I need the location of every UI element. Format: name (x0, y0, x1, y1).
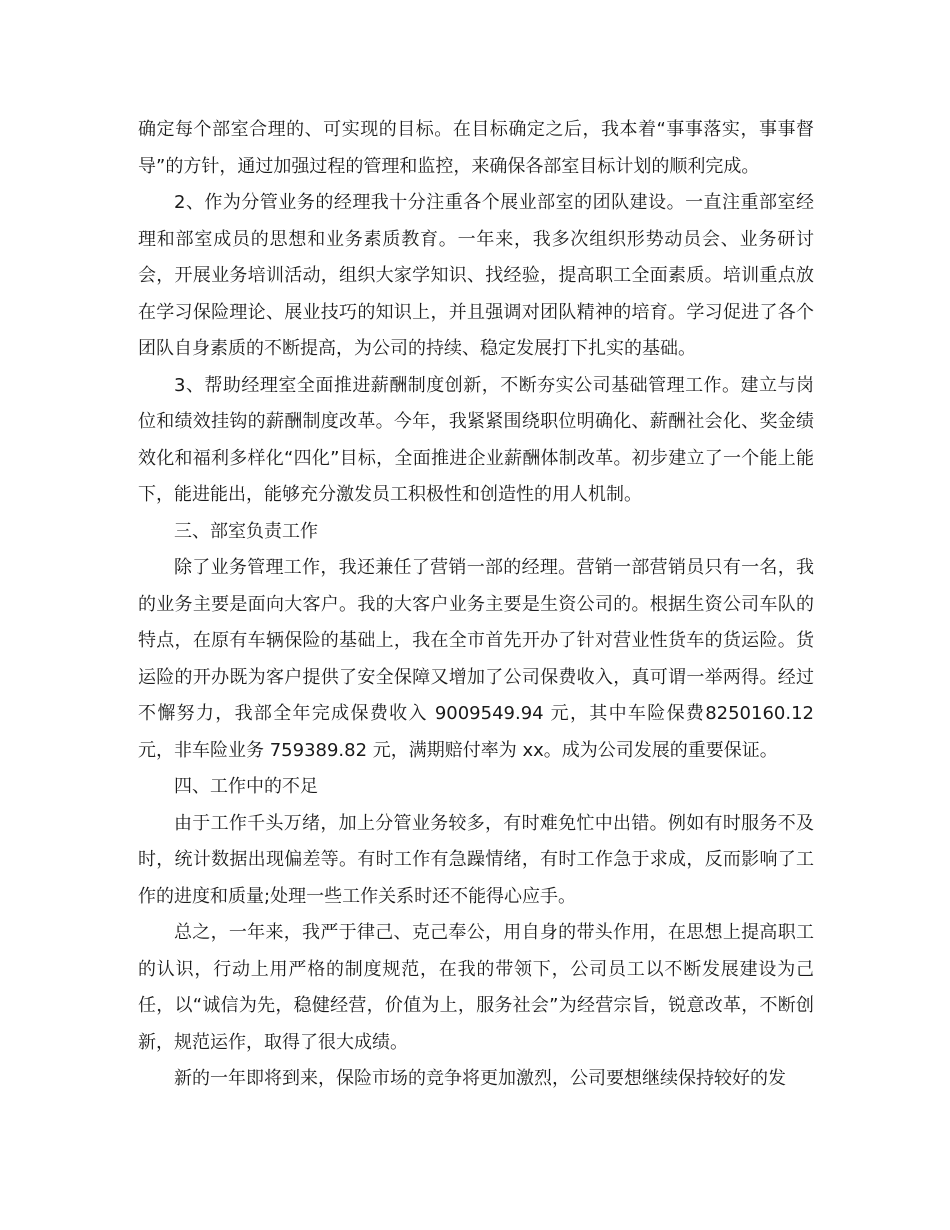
paragraph-6: 总之，一年来，我严于律己、克己奉公，用自身的带头作用，在思想上提高职工的认识，行动上用严格的制度规范，在我的带领下，公司员工以不断发展建设为己任，以“诚信为先，稳健经营，价值为上，服务社会”为经营宗旨，锐意改革，不断创新，规范运作，取得了很大成绩。 (138, 922, 814, 1053)
paragraph-1: 确定每个部室合理的、可实现的目标。在目标确定之后，我本着“事事落实，事事督导”的方针，通过加强过程的管理和监控，来确保各部室目标计划的顺利完成。 (138, 119, 814, 177)
paragraph-7: 新的一年即将到来，保险市场的竞争将更加激烈，公司要想继续保持较好的发 (174, 1068, 786, 1089)
paragraph-2: 2、作为分管业务的经理我十分注重各个展业部室的团队建设。一直注重部室经理和部室成员的思想和业务素质教育。一年来，我多次组织形势动员会、业务研讨会，开展业务培训活动，组织大家学知识、找经验，提高职工全面素质。培训重点放在学习保险理论、展业技巧的知识上，并且强调对团队精神的培育。学习促进了各个团队自身素质的不断提高，为公司的持续、稳定发展打下扎实的基础。 (138, 192, 814, 359)
section-heading-4: 四、工作中的不足 (174, 776, 318, 797)
document-body (138, 112, 814, 1098)
section-heading-3: 三、部室负责工作 (174, 520, 318, 542)
paragraph-5: 由于工作千头万绪，加上分管业务较多，有时难免忙中出错。例如有时服务不及时，统计数据出现偏差等。有时工作有急躁情绪，有时工作急于求成，反而影响了工作的进度和质量;处理一些工作关系时还不能得心应手。 (138, 812, 814, 907)
paragraph-3: 3、帮助经理室全面推进薪酬制度创新，不断夯实公司基础管理工作。建立与岗位和绩效挂钩的薪酬制度改革。今年，我紧紧围绕职位明确化、薪酬社会化、奖金绩效化和福利多样化“四化”目标，全面推进企业薪酬体制改革。初步建立了一个能上能下，能进能出，能够充分激发员工积极性和创造性的用人机制。 (138, 374, 814, 505)
paragraph-4: 除了业务管理工作，我还兼任了营销一部的经理。营销一部营销员只有一名，我的业务主要是面向大客户。我的大客户业务主要是生资公司的。根据生资公司车队的特点，在原有车辆保险的基础上，我在全市首先开办了针对营业性货车的货运险。货运险的开办既为客户提供了安全保障又增加了公司保费收入，真可谓一举两得。经过不懈努力，我部全年完成保费收入 9009549.94 元，其中车险保费8250160.12 元，非车险业务 759389.82 元，满期赔付率为 xx。成为公司发展的重要保证。 (138, 557, 814, 761)
